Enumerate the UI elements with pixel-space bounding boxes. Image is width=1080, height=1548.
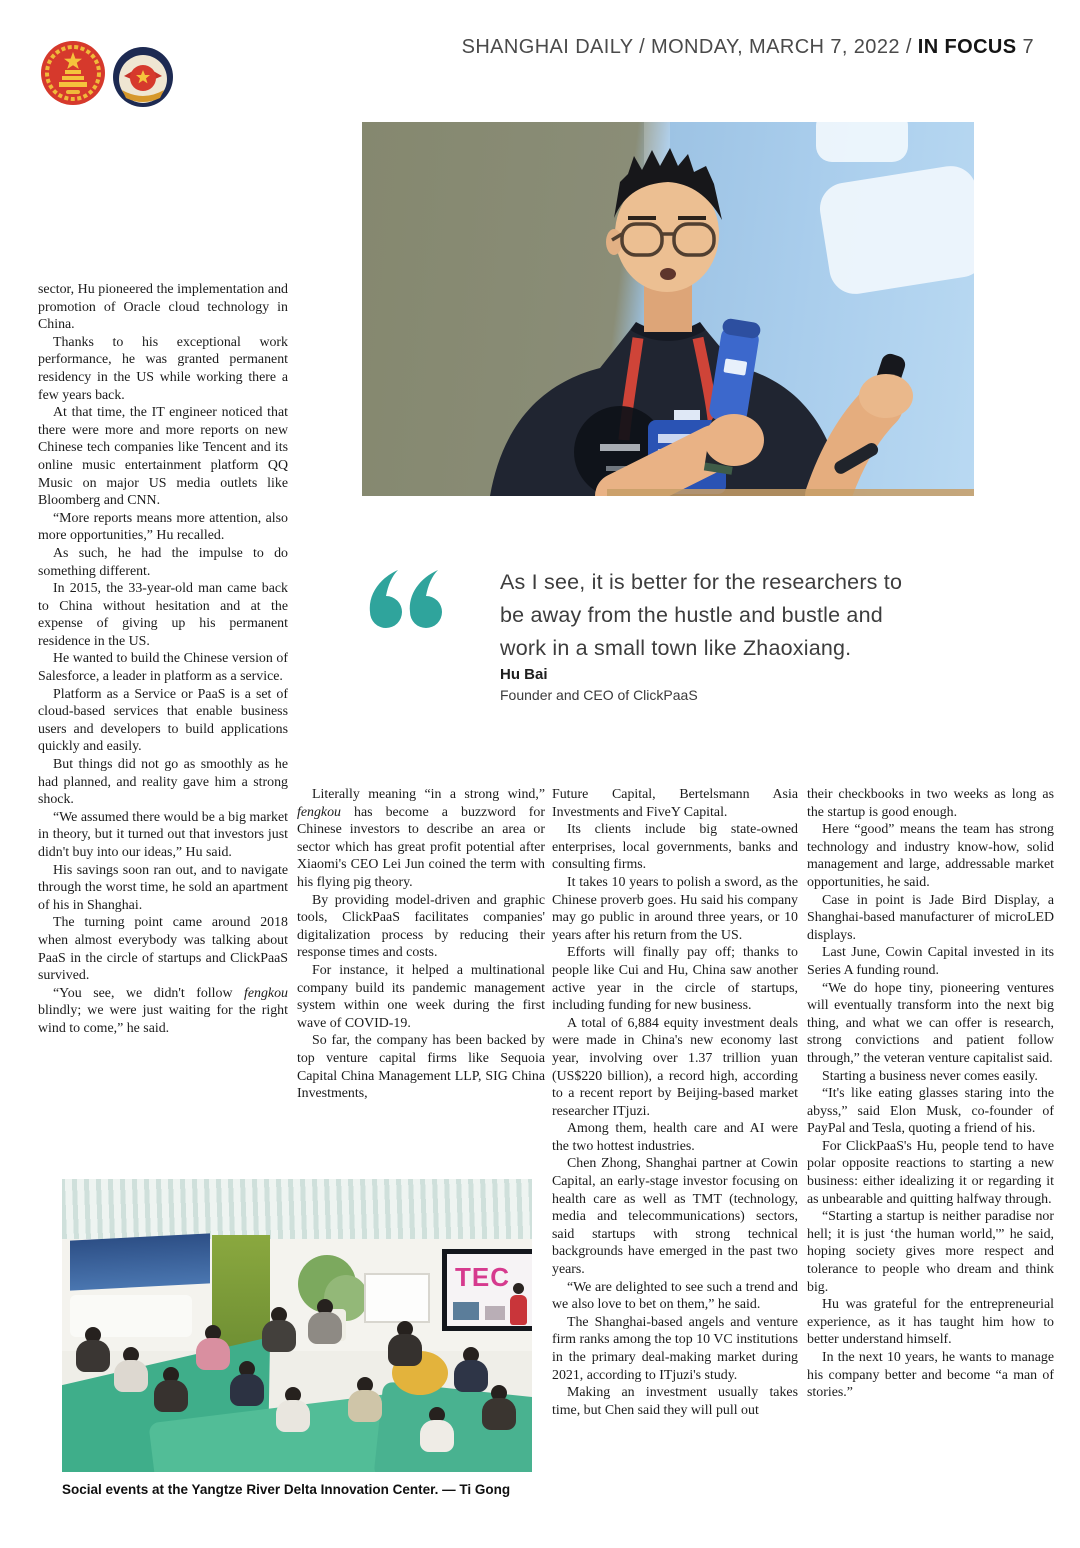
paragraph: The turning point came around 2018 when almost everybody was talking about PaaS in the circle of startups and ClickPaaS survived. (38, 915, 288, 984)
paragraph: By providing model-driven and graphic tools, ClickPaaS facilitates companies' digitalization process by reducing their response times and costs. (297, 892, 545, 961)
audience-member (154, 1367, 188, 1413)
presenter (510, 1295, 527, 1325)
paragraph: Case in point is Jade Bird Display, a Shanghai-based manufacturer of microLED displays. (807, 892, 1054, 943)
article-column-4 (807, 786, 1054, 1402)
audience-member (262, 1307, 296, 1353)
masthead (462, 36, 1034, 59)
wall-tv (70, 1233, 210, 1290)
paragraph: Last June, Cowin Capital invested in its Series A funding round. (807, 945, 1054, 978)
paragraph: their checkbooks in two weeks as long as the startup is good enough. (807, 787, 1054, 820)
paragraph: “Starting a startup is neither paradise nor hell; it is just ‘the human world,'” he said, hoping society gives more respect and tolerance to people who dream and think big. (807, 1209, 1054, 1295)
paragraph: In 2015, the 33-year-old man came back to China without hesitation and at the expense of giving up his permanent residence in the US. (38, 581, 288, 649)
paragraph: At that time, the IT engineer noticed that there were more and more reports on new Chinese tech companies like Tencent and its online music entertainment platform QQ Music on major US media outlets like Bloomberg and CNN. (38, 405, 288, 509)
audience-member (482, 1385, 516, 1431)
speaker-figure (362, 122, 974, 496)
open-quote-icon (364, 568, 448, 634)
paragraph: A total of 6,884 equity investment deals were made in China's new economy last year, involving over 1.37 trillion yuan (US$220 billion), a record high, according to a recent report by Beijing-based market researcher ITjuzi. (552, 1015, 798, 1119)
screen-text: TEC (455, 1262, 510, 1292)
paragraph: He wanted to build the Chinese version of Salesforce, a leader in platform as a service. (38, 651, 288, 685)
paragraph: The Shanghai-based angels and venture firm ranks among the top 10 VC institutions in the primary deal-making market during 2021, according to ITjuzi's study. (552, 1314, 798, 1383)
paragraph: sector, Hu pioneered the implementation and promotion of Oracle cloud technology in China. (38, 282, 288, 333)
paragraph: “It's like eating glasses staring into the abyss,” said Elon Musk, co-founder of PayPal and Tesla, quoting a friend of his. (807, 1086, 1054, 1137)
audience-member (196, 1325, 230, 1371)
paragraph: Hu was grateful for the entrepreneurial experience, as it has taught him how to better understand himself. (807, 1297, 1054, 1348)
paragraph: For ClickPaaS's Hu, people tend to have polar opposite reactions to starting a new business: either idealizing it or regarding it as unbearable and quitting halfway through. (807, 1138, 1054, 1207)
paragraph: His savings soon ran out, and to navigate through the worst time, he sold an apartment of his in Shanghai. (38, 862, 288, 913)
paragraph: “We do hope tiny, pioneering ventures will eventually transform into the next big thing, and what we can offer is research, strong convictions and patient follow through,” the veteran venture capitalist said. (807, 980, 1054, 1066)
paragraph: “More reports means more attention, also more opportunities,” Hu recalled. (38, 510, 288, 544)
paragraph: Efforts will finally pay off; thanks to people like Cui and Hu, China saw another active year in the circle of startups, including funding for new business. (552, 945, 798, 1014)
china-national-emblem-logo (40, 40, 106, 106)
paragraph: For instance, it helped a multinational company build its pandemic management system within one week during the first wave of COVID-19. (297, 962, 545, 1031)
pull-quote-text: As I see, it is better for the researchers to be away from the hustle and bustle and work in a small town like Zhaoxiang. (500, 570, 903, 660)
paragraph: Starting a business never comes easily. (822, 1068, 1038, 1084)
photo-caption: Social events at the Yangtze River Delta Innovation Center. — Ti Gong (62, 1482, 511, 1497)
whiteboard (364, 1273, 430, 1323)
audience-member (420, 1407, 454, 1453)
ceiling (62, 1179, 532, 1241)
bottom-photo-social-event (62, 1179, 532, 1472)
audience-member (308, 1299, 342, 1345)
page-number: 7 (1016, 36, 1034, 58)
table-edge (607, 489, 974, 496)
paragraph: Here “good” means the team has strong technology and industry know-how, solid management and large, addressable market opportunities, he said. (807, 822, 1054, 890)
main-photo-speaker (362, 122, 974, 496)
quote-author-title: Founder and CEO of ClickPaaS (500, 687, 698, 703)
audience-member (276, 1387, 310, 1433)
screen-thumbnail (485, 1306, 505, 1320)
paragraph: Making an investment usually takes time, but Chen said they will pull out (552, 1385, 798, 1418)
audience-member (76, 1327, 110, 1373)
paragraph: It takes 10 years to polish a sword, as the Chinese proverb goes. Hu said his company may go public in around three years, or 10 years after his return from the US. (552, 874, 798, 943)
paragraph: “We are delighted to see such a trend and we also love to bet on them,” he said. (552, 1279, 798, 1313)
paragraph: Thanks to his exceptional work performance, he was granted permanent residency in the US while working there a few years back. (38, 334, 288, 403)
masthead-text: SHANGHAI DAILY / MONDAY, MARCH 7, 2022 / (461, 36, 918, 58)
article-column-2 (297, 786, 545, 1103)
paragraph: Its clients include big state-owned enterprises, local governments, banks and consulting firms. (552, 822, 798, 873)
article-column-1 (38, 281, 288, 1038)
paragraph: Chen Zhong, Shanghai partner at Cowin Capital, an early-stage investor focusing on health care as well as TMT (technology, media and telecommunications) sectors, said startups with strong technical backgrounds have emerged in the past two years. (552, 1156, 798, 1278)
cppcc-emblem-logo (112, 46, 174, 108)
paragraph: “We assumed there would be a big market in theory, but it turned out that investors just didn't buy into our ideas,” Hu said. (38, 809, 288, 860)
paragraph: As such, he had the impulse to do something different. (38, 545, 288, 579)
section-title: IN FOCUS (917, 36, 1017, 58)
paragraph: Literally meaning “in a strong wind,” fengkou has become a buzzword for Chinese investors to describe an area or sector which has great profit potential after Xiaomi's CEO Lei Jun coined the term with his flying pig theory. (297, 787, 545, 890)
paragraph: Among them, health care and AI were the two hottest industries. (552, 1121, 798, 1154)
audience-member (114, 1347, 148, 1393)
presenter-head (513, 1283, 524, 1294)
audience-member (388, 1321, 422, 1367)
article-column-3 (552, 786, 798, 1419)
paragraph: So far, the company has been backed by top venture capital firms like Sequoia Capital China Management LLP, SIG China Investments, (297, 1033, 545, 1102)
paragraph: Future Capital, Bertelsmann Asia Investments and FiveY Capital. (552, 787, 798, 820)
paragraph: In the next 10 years, he wants to manage his company better and become “a man of stories.” (807, 1350, 1054, 1401)
paragraph: Platform as a Service or PaaS is a set of cloud-based services that enable business users and developers to build applications quickly and easily. (38, 686, 288, 755)
audience-member (348, 1377, 382, 1423)
screen-thumbnail (453, 1302, 479, 1320)
paragraph: “You see, we didn't follow fengkou blindly; we were just waiting for the right wind to come,” he said. (38, 985, 288, 1036)
paragraph: But things did not go as smoothly as he had planned, and reality gave him a strong shock. (38, 757, 288, 808)
audience-member (230, 1361, 264, 1407)
quote-author: Hu Bai (500, 666, 548, 683)
